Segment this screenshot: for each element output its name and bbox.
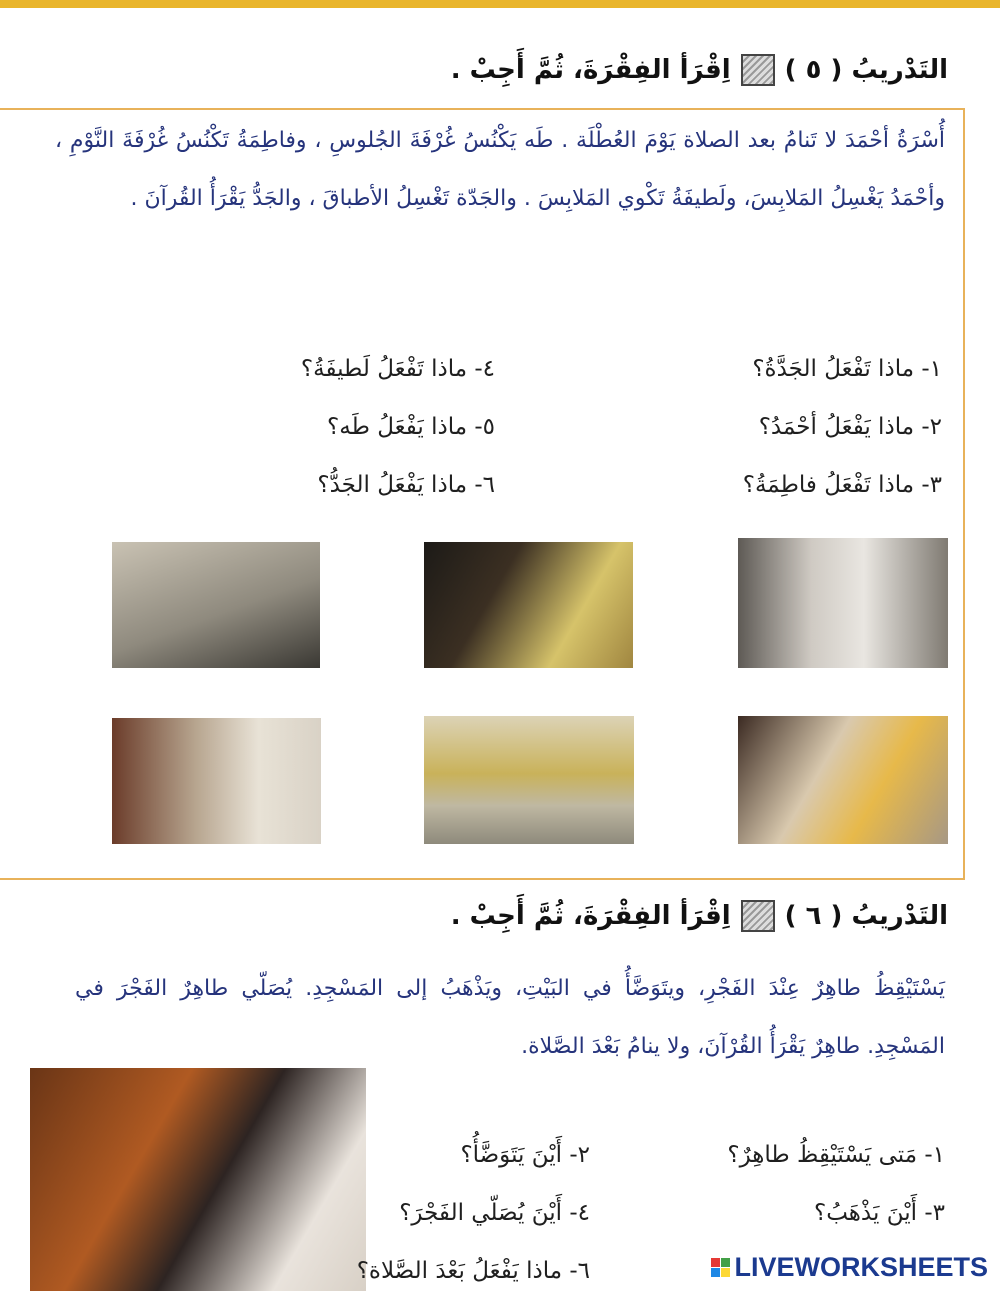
exercise6-questions-left bbox=[356, 1126, 590, 1300]
question-6: ٦- ماذا يَفْعَلُ الجَدُّ؟ bbox=[317, 472, 495, 498]
question-3: ٣- ماذا تَفْعَلُ فاطِمَةُ؟ bbox=[742, 472, 942, 498]
photo-reading-quran bbox=[112, 718, 321, 844]
liveworksheets-logo-icon bbox=[711, 1258, 730, 1277]
open-book-icon bbox=[741, 900, 775, 932]
exercise6-questions-right bbox=[655, 1126, 945, 1242]
question-4: ٤- أَيْنَ يُصَلّي الفَجْرَ؟ bbox=[399, 1200, 590, 1226]
exercise6-passage: يَسْتَيْقِظُ طاهِرٌ عِنْدَ الفَجْرِ، ويتَوَضَّأُ في البَيْتِ، ويَذْهَبُ إلى المَسْجِدِ. يُصَلّي طاهِرٌ الفَجْرَ في المَسْجِدِ. طاهِرٌ يَقْرَأُ القُرْآنَ، ولا ينامُ بَعْدَ الصَّلاة. bbox=[75, 976, 945, 1059]
exercise5-passage: أُسْرَةُ أحْمَدَ لا تَنامُ بعد الصلاة يَوْمَ العُطْلَة . طَه يَكْنُسُ غُرْفَةَ الجُلوسِ ، وفاطِمَةُ تَكْنُسُ غُرْفَةَ النَّوْمِ ، وأحْمَدُ يَغْسِلُ المَلابِسَ، ولَطيفَةُ تَكْوي المَلابِسَ . والجَدّة تَغْسِلُ الأطباقَ ، والجَدُّ يَقْرَأُ القُرآنَ . bbox=[55, 128, 945, 211]
exercise5-questions-right bbox=[612, 340, 942, 514]
exercise5-title: التَدْريبُ ( ٥ ) bbox=[784, 55, 948, 85]
exercise6-header bbox=[451, 900, 948, 932]
question-3: ٣- أَيْنَ يَذْهَبُ؟ bbox=[814, 1200, 945, 1226]
question-4: ٤- ماذا تَفْعَلُ لَطيفَةُ؟ bbox=[300, 356, 495, 382]
exercise6-instruction: اِقْرَأ الفِقْرَةَ، ثُمَّ أَجِبْ . bbox=[450, 901, 731, 931]
question-5: ٥- ماذا يَفْعَلُ طَه؟ bbox=[327, 414, 495, 440]
photo-vacuuming-sitting-room bbox=[424, 716, 634, 844]
question-6: ٦- ماذا يَفْعَلُ بَعْدَ الصَّلاة؟ bbox=[356, 1258, 590, 1284]
photo-ironing-clothes bbox=[738, 716, 948, 844]
question-1: ١- مَتى يَسْتَيْقِظُ طاهِرٌ؟ bbox=[727, 1142, 945, 1168]
question-2: ٢- أَيْنَ يَتَوَضَّأُ؟ bbox=[460, 1142, 590, 1168]
photo-boy-reading-quran bbox=[30, 1068, 366, 1291]
brand-text: LIVEWORKSHEETS bbox=[734, 1252, 988, 1282]
photo-washing-dishes bbox=[424, 542, 633, 668]
question-2: ٢- ماذا يَفْعَلُ أحْمَدُ؟ bbox=[758, 414, 942, 440]
exercise5-instruction: اِقْرَأ الفِقْرَةَ، ثُمَّ أَجِبْ . bbox=[450, 55, 731, 85]
liveworksheets-watermark bbox=[707, 1252, 992, 1283]
exercise5-header bbox=[451, 54, 948, 86]
question-1: ١- ماذا تَفْعَلُ الجَدَّةُ؟ bbox=[752, 356, 942, 382]
top-accent-stripe bbox=[0, 0, 1000, 8]
open-book-icon bbox=[741, 54, 775, 86]
exercise6-title: التَدْريبُ ( ٦ ) bbox=[784, 901, 948, 931]
exercise5-questions-left bbox=[165, 340, 495, 514]
photo-sweeping-floor bbox=[112, 542, 320, 668]
photo-washing-clothes bbox=[738, 538, 948, 668]
